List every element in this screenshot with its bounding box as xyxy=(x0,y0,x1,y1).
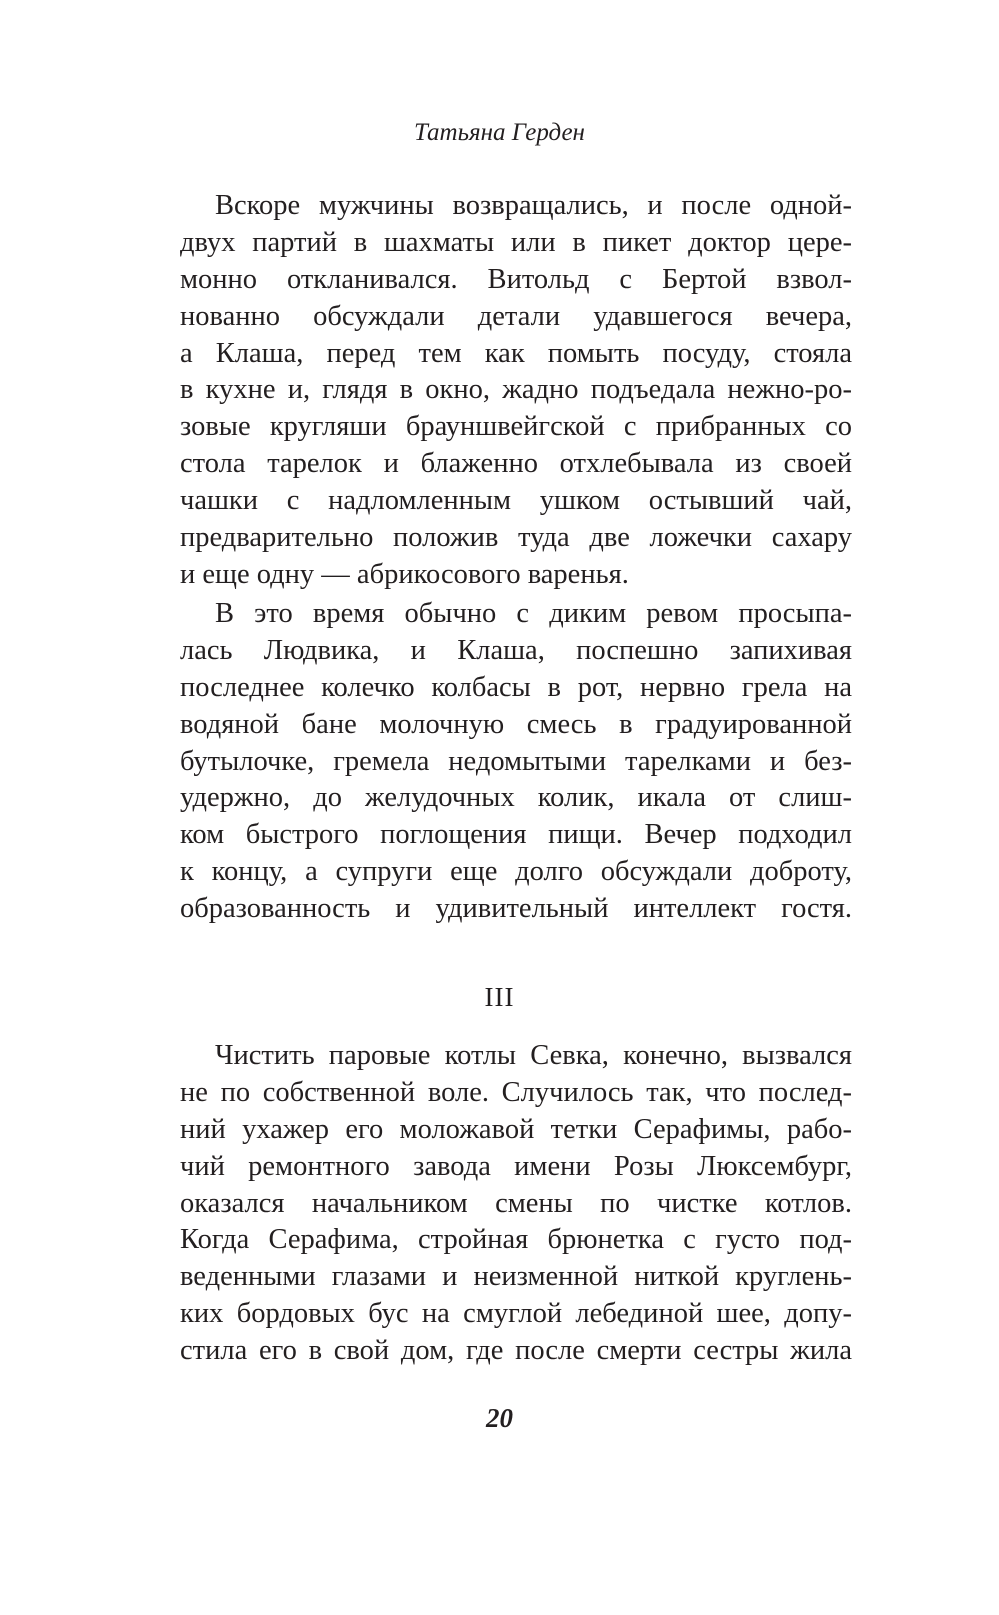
text-line: а Клаша, перед тем как помыть посуду, стояла xyxy=(180,337,852,369)
text-line: последнее колечко колбасы в рот, нервно грела на xyxy=(180,671,852,703)
text-line: образованность и удивительный интеллект гостя. xyxy=(180,893,852,925)
text-line: веденными глазами и неизменной ниткой круглень- xyxy=(180,1261,852,1293)
running-head-author: Татьяна Герден xyxy=(414,119,585,146)
text-line: лась Людвика, и Клаша, поспешно запихивая xyxy=(180,634,852,666)
text-line: монно откланивался. Витольд с Бертой взвол- xyxy=(180,263,852,295)
text-line: стола тарелок и блаженно отхлебывала из своей xyxy=(180,448,852,480)
section-heading: III xyxy=(484,982,515,1012)
paragraph xyxy=(180,1038,852,1370)
text-line: и еще одну — абрикосового варенья. xyxy=(180,558,629,590)
text-line: предварительно положив туда две ложечки сахару xyxy=(180,522,852,554)
paragraph xyxy=(180,596,852,928)
text-line: стила его в свой дом, где после смерти сестры жила xyxy=(180,1335,852,1367)
text-line: зовые кругляши брауншвейгской с прибранных со xyxy=(180,411,852,443)
page-number: 20 xyxy=(486,1403,513,1433)
text-line: Когда Серафима, стройная брюнетка с густо под- xyxy=(180,1224,852,1256)
text-line: Вскоре мужчины возвращались, и после одной- xyxy=(215,190,852,221)
text-line: Чистить паровые котлы Севка, конечно, вызвался xyxy=(215,1040,852,1071)
text-line: не по собственной воле. Случилось так, что послед- xyxy=(180,1076,852,1108)
text-line: ний ухажер его моложавой тетки Серафимы, рабо- xyxy=(180,1113,852,1145)
text-line: ких бордовых бус на смуглой лебединой шее, допу- xyxy=(180,1298,852,1330)
text-line: к концу, а супруги еще долго обсуждали доброту, xyxy=(180,856,852,888)
text-line: чий ремонтного завода имени Розы Люксембург, xyxy=(180,1150,852,1182)
text-line: в кухне и, глядя в окно, жадно подъедала нежно-ро- xyxy=(180,374,852,406)
text-line: чашки с надломленным ушком остывший чай, xyxy=(180,485,852,517)
text-line: водяной бане молочную смесь в градуированной xyxy=(180,708,852,740)
text-line: двух партий в шахматы или в пикет доктор цере- xyxy=(180,226,852,258)
text-line: нованно обсуждали детали удавшегося вечера, xyxy=(180,300,852,332)
text-line: удержно, до желудочных колик, икала от слиш- xyxy=(180,782,852,814)
text-line: бутылочке, гремела недомытыми тарелками и без- xyxy=(180,745,852,777)
text-line: В это время обычно с диким ревом просыпа- xyxy=(215,598,852,629)
paragraph xyxy=(180,188,852,594)
text-line: оказался начальником смены по чистке котлов. xyxy=(180,1187,852,1219)
text-line: ком быстрого поглощения пищи. Вечер подходил xyxy=(180,819,852,851)
